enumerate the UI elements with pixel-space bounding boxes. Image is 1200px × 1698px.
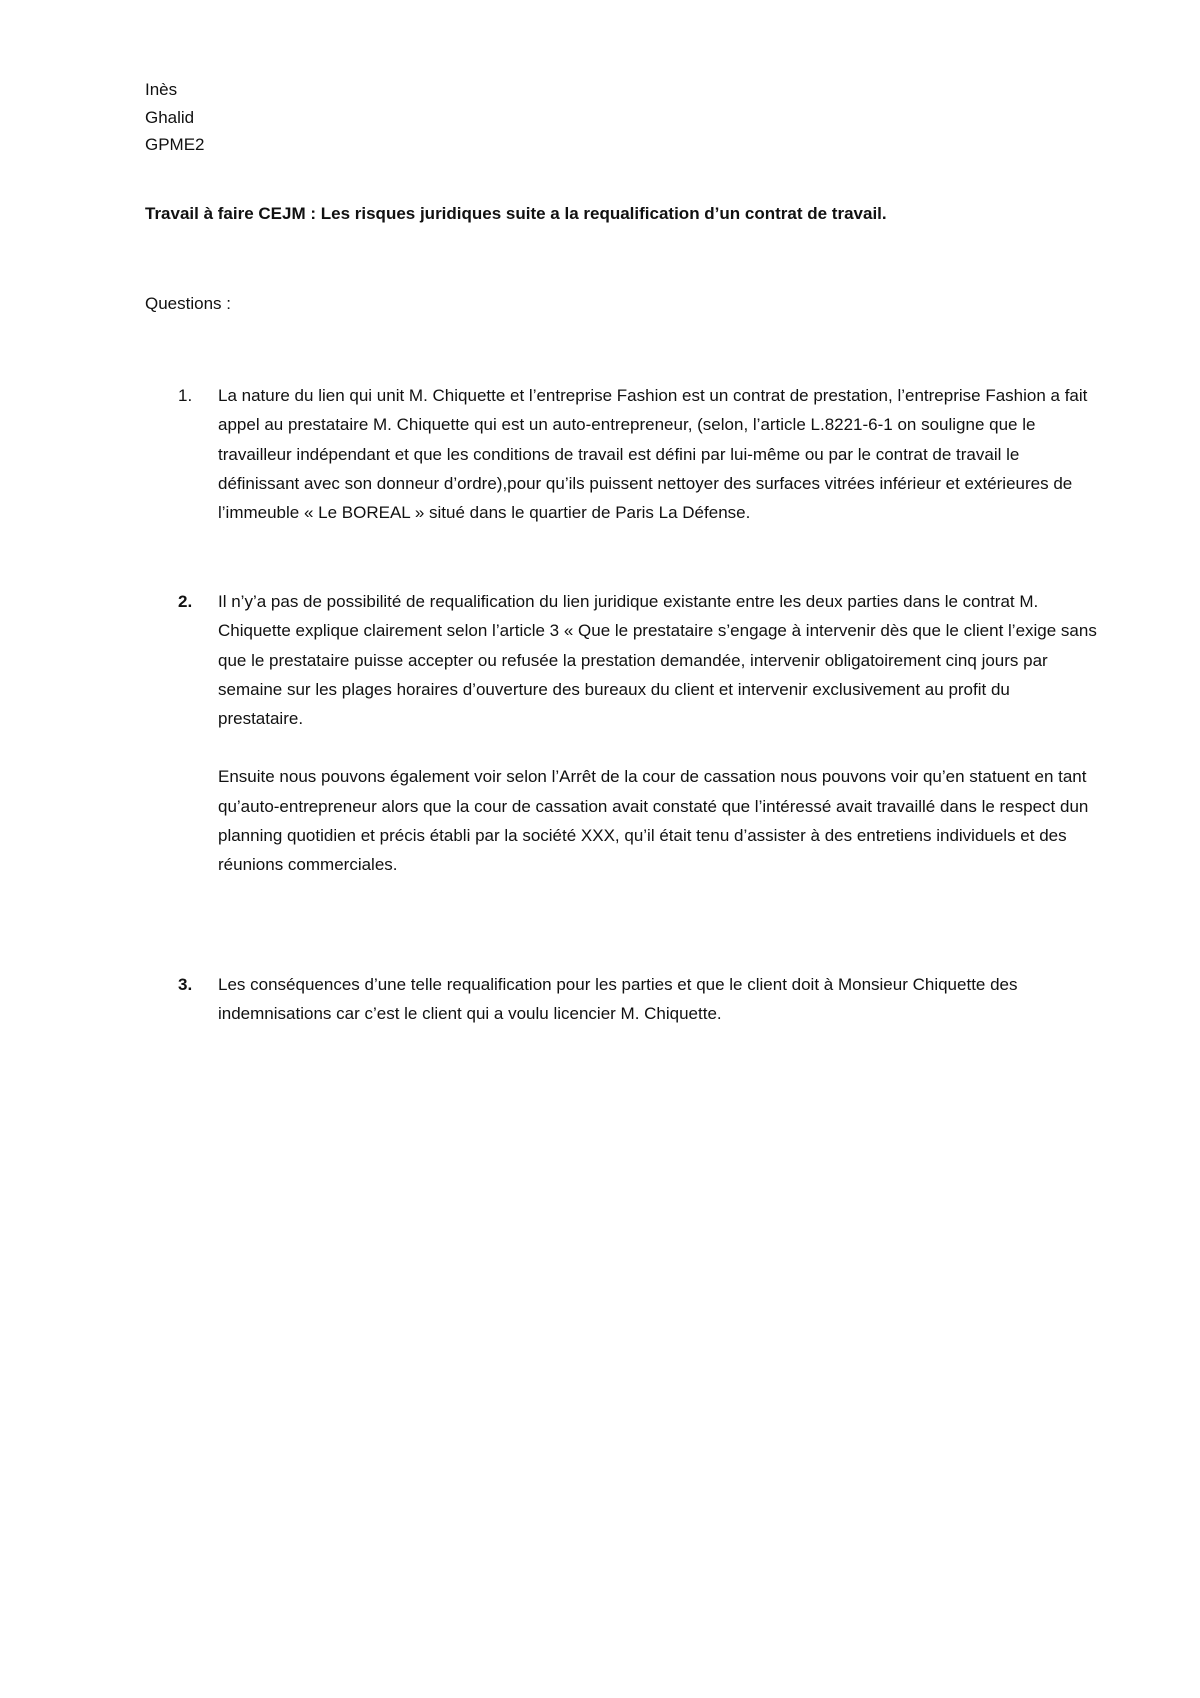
paragraph: Ensuite nous pouvons également voir selon l’Arrêt de la cour de cassation nous pouvons voir qu’en statuent en tant qu’auto-entrepreneur alors que la cour de cassation avait constaté que l’intéressé avait travaillé dans le respect dun planning quotidien et précis établi par la société XXX, qu’il était tenu d’assister à des entretiens individuels et des réunions commerciales. <box>218 767 1089 875</box>
list-item-number: 3. <box>178 975 193 994</box>
questions-heading: Questions : <box>145 294 231 313</box>
document-title: Travail à faire CEJM : Les risques juridiques suite a la requalification d’un contrat de travail. <box>145 204 887 223</box>
paragraph: La nature du lien qui unit M. Chiquette et l’entreprise Fashion est un contrat de prestation, l’entreprise Fashion a fait appel au prestataire M. Chiquette qui est un auto-entrepreneur, (selon, l’article L.8221-6-1 on souligne que le travailleur indépendant et que les conditions de travail est défini par lui-même ou par le contrat de travail le définissant avec son donneur d’ordre),pour qu’ils puissent nettoyer des surfaces vitrées inférieur et extérieures de l’immeuble « Le BOREAL » situé dans le quartier de Paris La Défense. <box>218 386 1088 523</box>
list-item-1 <box>178 381 1098 527</box>
list-item-number: 1. <box>178 386 193 405</box>
author-class: GPME2 <box>145 135 205 154</box>
list-item-3 <box>178 970 1098 1029</box>
author-last-name: Ghalid <box>145 107 195 127</box>
paragraph: Il n’y’a pas de possibilité de requalification du lien juridique existante entre les deux parties dans le contrat M. Chiquette explique clairement selon l’article 3 « Que le prestataire s’engage à intervenir dès que le client l’exige sans que le prestataire puisse accepter ou refusée la prestation demandée, intervenir obligatoirement cinq jours par semaine sur les plages horaires d’ouverture des bureaux du client et intervenir exclusivement au profit du prestataire. <box>218 592 1097 729</box>
author-first-name: Inès <box>145 80 178 99</box>
list-item-body <box>218 587 1098 880</box>
author-block <box>145 76 205 159</box>
list-item-number: 2. <box>178 592 193 611</box>
list-item-2 <box>178 587 1098 880</box>
list-item-body <box>218 381 1098 527</box>
paragraph: Les conséquences d’une telle requalification pour les parties et que le client doit à Monsieur Chiquette des indemnisations car c’est le client qui a voulu licencier M. Chiquette. <box>218 975 1018 1024</box>
list-item-body <box>218 970 1098 1029</box>
